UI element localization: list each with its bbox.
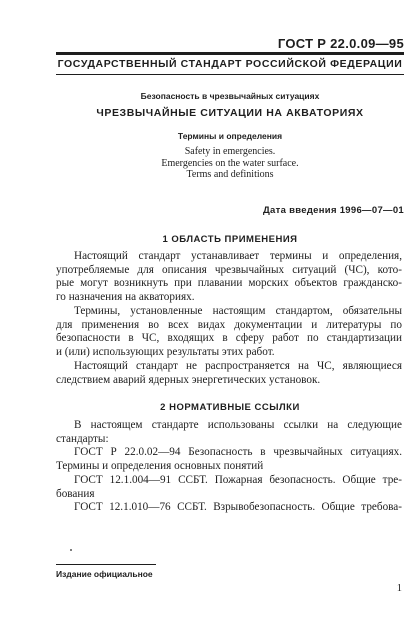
text-line: и (или) использующих результаты этих работ. xyxy=(56,346,275,359)
section-1-paragraph-2 xyxy=(56,305,402,360)
text-line: безопасности в ЧС, входящих в сферу работ по стандартизации xyxy=(56,332,402,345)
text-line: Термины, установленные настоящим стандартом, обязательны xyxy=(74,305,402,317)
english-title-line: Safety in emergencies. xyxy=(184,146,276,157)
reference-line: ГОСТ 12.1.010—76 ССБТ. Взрывобезопасность. Общие требова- xyxy=(74,501,402,514)
main-title: ЧРЕЗВЫЧАЙНЫЕ СИТУАЦИИ НА АКВАТОРИЯХ xyxy=(96,107,364,119)
reference-line: ГОСТ Р 22.0.02—94 Безопасность в чрезвычайных ситуациях. xyxy=(74,446,402,459)
text-line: следствием аварий ядерных энергетических установок. xyxy=(56,373,321,386)
text-line: го назначения на акваториях. xyxy=(56,291,195,304)
page-number: 1 xyxy=(396,583,402,594)
subtitle: Термины и определения xyxy=(177,131,283,141)
english-title-line: Emergencies on the water surface. xyxy=(161,157,299,169)
reference-line: ГОСТ 12.1.004—91 ССБТ. Пожарная безопасность. Общие тре- xyxy=(74,473,402,486)
text-line: Настоящий стандарт устанавливает термины и определения, xyxy=(74,250,402,262)
standard-type-title: ГОСУДАРСТВЕННЫЙ СТАНДАРТ РОССИЙСКОЙ ФЕДЕРАЦИИ xyxy=(57,58,403,70)
section-1-heading: 1 ОБЛАСТЬ ПРИМЕНЕНИЯ xyxy=(162,234,298,245)
edition-note: Издание официальное xyxy=(56,569,153,579)
series-title: Безопасность в чрезвычайных ситуациях xyxy=(140,91,320,101)
header-rule-top xyxy=(56,52,404,55)
header-rule-bottom xyxy=(56,74,404,75)
text-line: для применения во всех видах документации и литературы по xyxy=(56,318,402,331)
text-line: В настоящем стандарте использованы ссылки на следующие xyxy=(74,419,402,431)
reference-line: Термины и определения основных понятий xyxy=(56,460,264,473)
section-2-body xyxy=(56,419,402,515)
english-title xyxy=(56,146,404,181)
text-line: рые могут возникнуть при плавании морских объектов гражданско- xyxy=(56,277,402,290)
text-line: употребляемые для описания чрезвычайных ситуаций (ЧС), кото- xyxy=(56,263,402,276)
document-code: ГОСТ Р 22.0.09—95 xyxy=(277,36,404,51)
introduction-date: Дата введения 1996—07—01 xyxy=(262,205,404,216)
text-line: стандарты: xyxy=(56,432,109,445)
footer-rule xyxy=(56,564,156,565)
section-1-paragraph-1 xyxy=(56,250,402,305)
reference-line: бования xyxy=(56,487,95,500)
text-line: Настоящий стандарт не распространяется на ЧС, являющиеся xyxy=(74,360,402,372)
section-1-paragraph-3 xyxy=(56,360,402,387)
section-2-heading: 2 НОРМАТИВНЫЕ ССЫЛКИ xyxy=(160,402,300,413)
scan-speck xyxy=(70,549,72,551)
english-title-line: Terms and definitions xyxy=(186,169,274,180)
